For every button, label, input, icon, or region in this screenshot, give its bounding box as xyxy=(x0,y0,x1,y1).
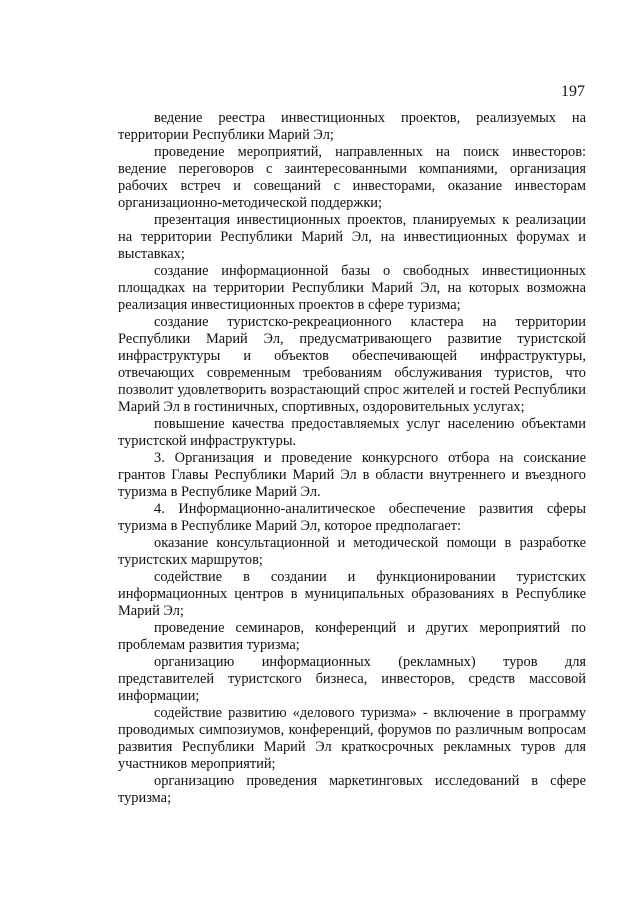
paragraph-project-presentation: презентация инвестиционных проектов, планируемых к реализации на территории Республики Марий Эл, на инвестиционных форумах и выставках; xyxy=(118,212,586,262)
document-body xyxy=(118,110,586,807)
paragraph-investor-search: проведение мероприятий, направленных на поиск инвесторов: ведение переговоров с заинтересованными компаниями, организация рабочих встреч и совещаний с инвесторами, оказание инвесторам организационно-методической поддержки; xyxy=(118,144,586,211)
paragraph-item-4-analytics: 4. Информационно-аналитическое обеспечение развития сферы туризма в Республике Марий Эл, которое предполагает: xyxy=(118,501,586,534)
paragraph-info-tours: организацию информационных (рекламных) туров для представителей туристского бизнеса, инвесторов, средств массовой информации; xyxy=(118,654,586,704)
page-number: 197 xyxy=(561,83,585,100)
paragraph-investment-registry: ведение реестра инвестиционных проектов, реализуемых на территории Республики Марий Эл; xyxy=(118,110,586,143)
paragraph-seminars: проведение семинаров, конференций и других мероприятий по проблемам развития туризма; xyxy=(118,620,586,653)
paragraph-information-centers: содействие в создании и функционировании туристских информационных центров в муниципальных образованиях в Республике Марий Эл; xyxy=(118,569,586,619)
paragraph-route-consulting: оказание консультационной и методической помощи в разработке туристских маршрутов; xyxy=(118,535,586,568)
paragraph-item-3-grants: 3. Организация и проведение конкурсного отбора на соискание грантов Главы Республики Марий Эл в области внутреннего и въездного туризма в Республике Марий Эл. xyxy=(118,450,586,500)
paragraph-service-quality: повышение качества предоставляемых услуг населению объектами туристской инфраструктуры. xyxy=(118,416,586,449)
paragraph-tourism-cluster: создание туристско-рекреационного кластера на территории Республики Марий Эл, предусматривающего развитие туристской инфраструктуры и объектов обеспечивающей инфраструктуры, отвечающих современным требованиям обслуживания туристов, что позволит удовлетворить возрастающий спрос жителей и гостей Республики Марий Эл в гостиничных, спортивных, оздоровительных услугах; xyxy=(118,314,586,415)
paragraph-marketing-research: организацию проведения маркетинговых исследований в сфере туризма; xyxy=(118,773,586,806)
paragraph-information-base: создание информационной базы о свободных инвестиционных площадках на территории Республики Марий Эл, на которых возможна реализация инвестиционных проектов в сфере туризма; xyxy=(118,263,586,313)
paragraph-business-tourism: содействие развитию «делового туризма» - включение в программу проводимых симпозиумов, конференций, форумов по различным вопросам развития Республики Марий Эл краткосрочных рекламных туров для участников мероприятий; xyxy=(118,705,586,772)
